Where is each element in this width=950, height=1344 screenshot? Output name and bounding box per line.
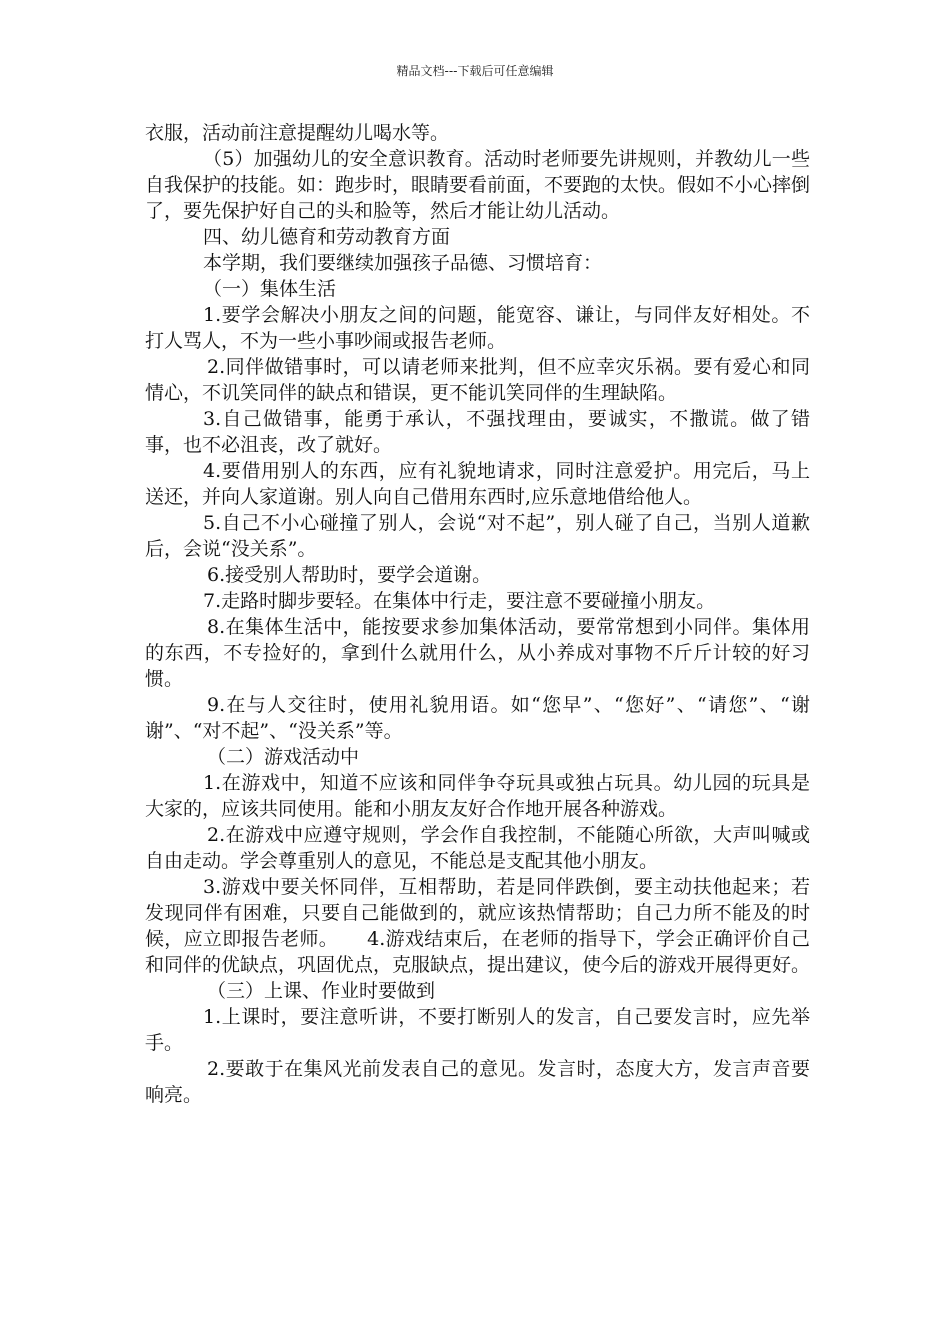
page-header: 精品文档---下载后可任意编辑: [396, 64, 554, 78]
list-item: 2.在游戏中应遵守规则，学会作自我控制，不能随心所欲，大声叫喊或自由走动。学会尊重别人的意见，不能总是支配其他小朋友。: [145, 824, 810, 872]
list-item: 1.上课时，要注意听讲，不要打断别人的发言，自己要发言时，应先举手。: [145, 1006, 810, 1054]
list-item: 5.自己不小心碰撞了别人，会说“对不起”，别人碰了自己，当别人道歉后，会说“没关系”。: [145, 512, 810, 560]
paragraph-safety-education: （5）加强幼儿的安全意识教育。活动时老师要先讲规则，并教幼儿一些自我保护的技能。如：跑步时，眼睛要看前面，不要跑的太快。假如不小心摔倒了，要先保护好自己的头和脸等，然后才能让幼儿活动。: [145, 148, 811, 222]
section-heading-4: 四、幼儿德育和劳动教育方面: [203, 226, 451, 248]
paragraph-intro: 本学期，我们要继续加强孩子品德、习惯培育：: [203, 252, 603, 274]
list-item: 2.要敢于在集风光前发表自己的意见。发言时，态度大方，发言声音要响亮。: [145, 1058, 810, 1106]
list-item: 9.在与人交往时，使用礼貌用语。如“您早”、“您好”、“请您”、“谢谢”、“对不起”、“没关系”等。: [145, 694, 810, 742]
list-item: 4.要借用别人的东西，应有礼貌地请求，同时注意爱护。用完后，马上送还，并向人家道谢。别人向自己借用东西时,应乐意地借给他人。: [145, 460, 810, 508]
list-item: 1.在游戏中，知道不应该和同伴争夺玩具或独占玩具。幼儿园的玩具是大家的，应该共同使用。能和小朋友友好合作地开展各种游戏。: [145, 772, 810, 820]
list-item: 3.游戏中要关怀同伴，互相帮助，若是同伴跌倒，要主动扶他起来；若发现同伴有困难，只要自己能做到的，就应该热情帮助；自己力所不能及的时候，应立即报告老师。 4.游戏结束后，在老师的指导下，学会正确评价自己和同伴的优缺点，巩固优点，克服缺点，提出建议，使今后的游戏开展得更好。: [145, 876, 811, 976]
list-item: 1.要学会解决小朋友之间的问题，能宽容、谦让，与同伴友好相处。不打人骂人，不为一些小事吵闹或报告老师。: [145, 304, 810, 352]
subheading-game-activities: （二）游戏活动中: [207, 746, 360, 768]
list-item: 6.接受别人帮助时，要学会道谢。: [207, 564, 492, 586]
list-item: 3.自己做错事，能勇于承认，不强找理由，要诚实，不撒谎。做了错事，也不必沮丧，改了就好。: [145, 408, 810, 456]
list-item: 2.同伴做错事时，可以请老师来批判，但不应幸灾乐祸。要有爱心和同情心，不讥笑同伴的缺点和错误，更不能讥笑同伴的生理缺陷。: [145, 356, 810, 404]
subheading-class-homework: （三）上课、作业时要做到: [207, 980, 436, 1002]
paragraph-continuation: 衣服，活动前注意提醒幼儿喝水等。: [145, 122, 450, 144]
subheading-collective-life: （一）集体生活: [203, 278, 337, 300]
list-item: 8.在集体生活中，能按要求参加集体活动，要常常想到小同伴。集体用的东西，不专捡好的，拿到什么就用什么，从小养成对事物不斤斤计较的好习惯。: [145, 616, 810, 690]
list-item: 7.走路时脚步要轻。在集体中行走，要注意不要碰撞小朋友。: [203, 590, 716, 612]
document-body: [145, 120, 810, 1108]
